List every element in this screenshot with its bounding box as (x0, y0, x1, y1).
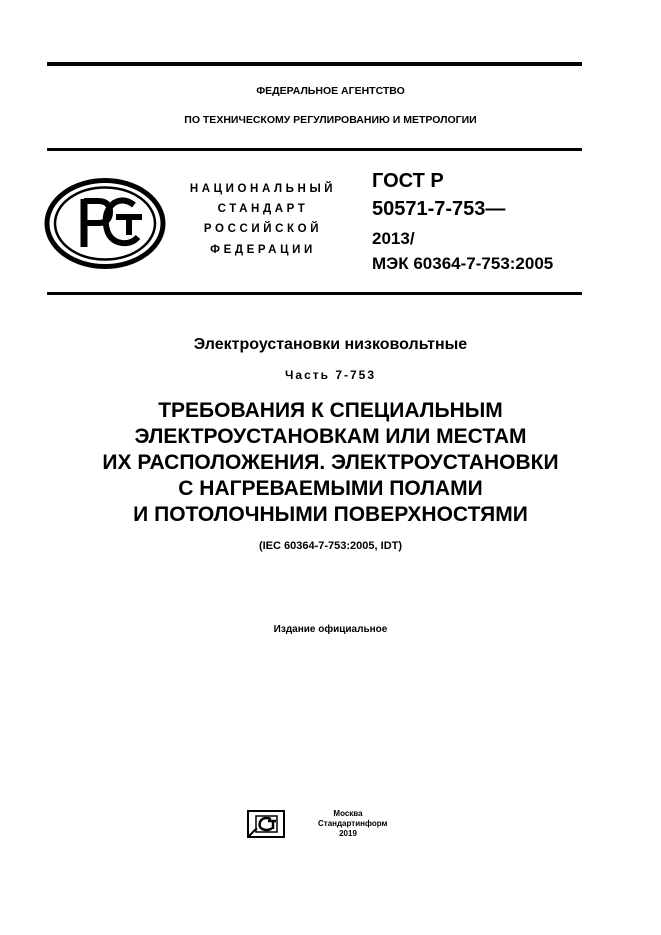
standartinform-logo-icon (247, 810, 285, 838)
standard-code-line-2: 50571-7-753— (372, 198, 506, 220)
top-rule (47, 62, 582, 66)
part-label: Часть 7-753 (284, 368, 377, 382)
title-line-4: С НАГРЕВАЕМЫМИ ПОЛАМИ (178, 477, 483, 500)
national-line-4: ФЕДЕРАЦИИ (210, 244, 316, 256)
agency-line-2: ПО ТЕХНИЧЕСКОМУ РЕГУЛИРОВАНИЮ И МЕТРОЛОГИИ (184, 114, 477, 126)
standard-code-line-3: 2013/ (372, 229, 415, 248)
publisher-city: Москва (333, 809, 363, 818)
publisher-name: Стандартинформ (318, 819, 388, 828)
standard-code-line-4: МЭК 60364-7-753:2005 (372, 254, 554, 273)
standard-code-line-1: ГОСТ Р (372, 170, 444, 192)
gost-r-logo-icon (44, 177, 166, 270)
iec-reference: (IEC 60364-7-753:2005, IDT) (258, 540, 403, 552)
title-line-2: ЭЛЕКТРОУСТАНОВКАМ ИЛИ МЕСТАМ (134, 425, 527, 448)
edition-label: Издание официальное (273, 624, 388, 635)
block-rule (47, 292, 582, 295)
national-line-2: СТАНДАРТ (217, 203, 309, 215)
publisher-year: 2019 (339, 829, 357, 838)
title-line-1: ТРЕБОВАНИЯ К СПЕЦИАЛЬНЫМ (158, 399, 503, 422)
subject-heading: Электроустановки низковольтные (193, 336, 468, 353)
title-line-5: И ПОТОЛОЧНЫМИ ПОВЕРХНОСТЯМИ (133, 503, 528, 526)
title-line-3: ИХ РАСПОЛОЖЕНИЯ. ЭЛЕКТРОУСТАНОВКИ (102, 451, 559, 474)
national-line-1: НАЦИОНАЛЬНЫЙ (189, 183, 337, 195)
national-line-3: РОССИЙСКОЙ (203, 223, 323, 235)
header-rule (47, 148, 582, 151)
agency-line-1: ФЕДЕРАЛЬНОЕ АГЕНТСТВО (256, 85, 405, 97)
